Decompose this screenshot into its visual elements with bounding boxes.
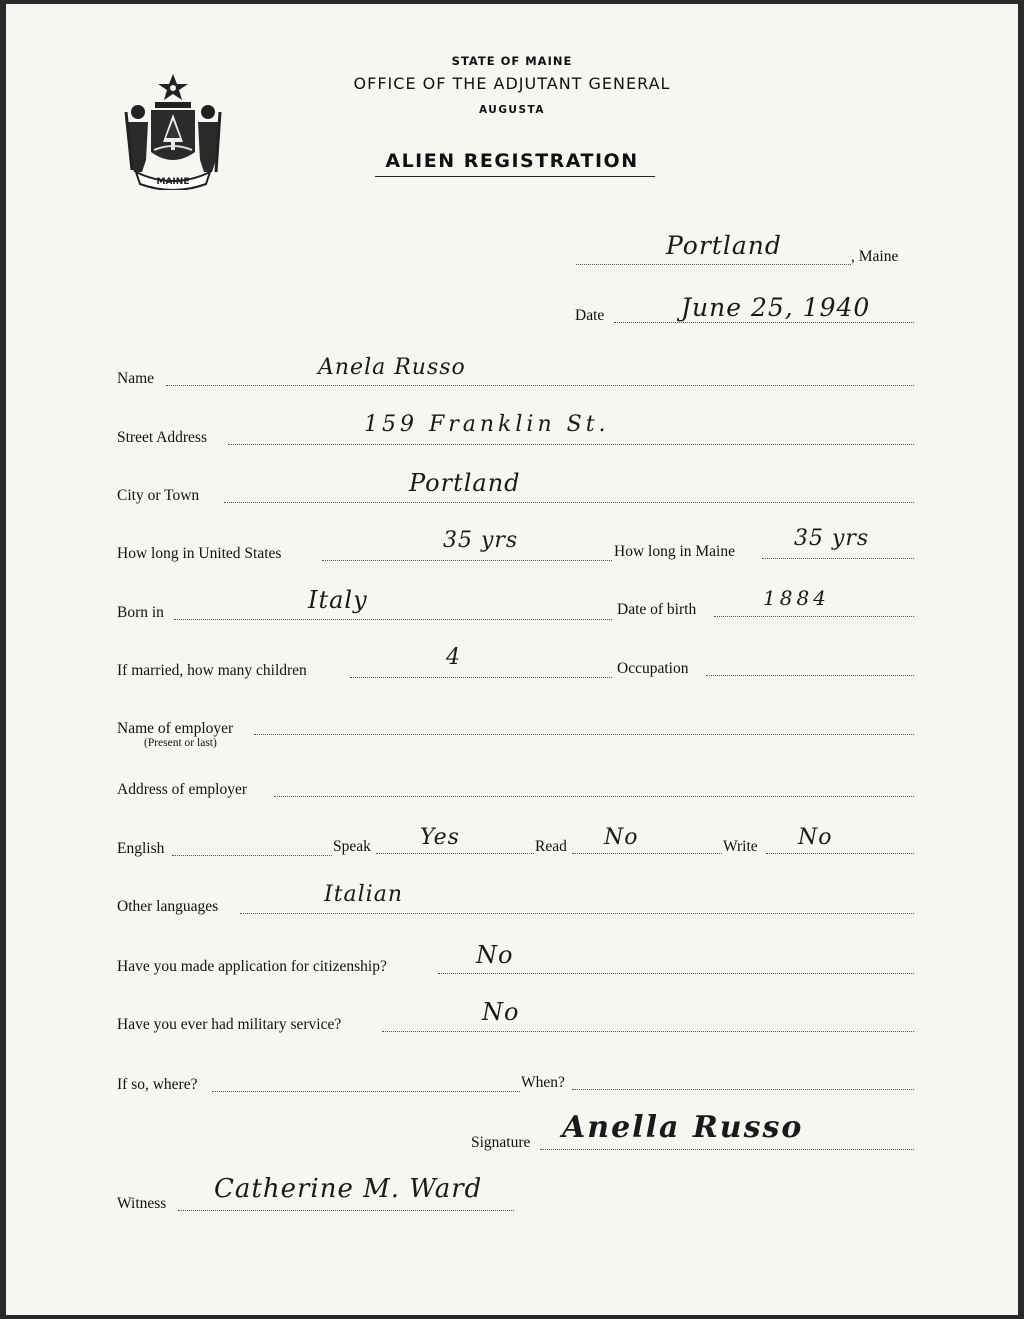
write-label: Write: [723, 838, 758, 855]
us-duration-value: 35 yrs: [443, 528, 519, 553]
children-dotted-line: [350, 677, 612, 678]
office-heading: OFFICE OF THE ADJUTANT GENERAL: [353, 74, 671, 93]
occupation-dotted-line: [706, 675, 914, 676]
form-title: ALIEN REGISTRATION: [385, 150, 639, 172]
military-dotted-line: [382, 1031, 914, 1032]
other-languages-dotted-line: [240, 913, 914, 914]
us-duration-dotted-line: [322, 560, 612, 561]
military-value: No: [482, 998, 520, 1026]
speak-dotted-line: [376, 853, 534, 854]
place-dotted-line: [576, 264, 851, 265]
other-languages-label: Other languages: [117, 898, 219, 915]
speak-label: Speak: [333, 838, 371, 855]
citizenship-dotted-line: [438, 973, 914, 974]
maine-duration-label: How long in Maine: [614, 543, 735, 560]
date-label: Date: [575, 307, 605, 324]
street-label: Street Address: [117, 429, 207, 446]
employer-dotted-line: [254, 734, 914, 735]
read-label: Read: [535, 838, 567, 855]
maine-duration-value: 35 yrs: [794, 526, 870, 551]
name-dotted-line: [166, 385, 914, 386]
city-heading: AUGUSTA: [478, 104, 545, 116]
witness-label: Witness: [117, 1195, 167, 1212]
military-label: Have you ever had military service?: [117, 1016, 342, 1033]
street-value: 159 Franklin St.: [364, 412, 610, 437]
where-dotted-line: [212, 1091, 520, 1092]
employer-label: Name of employer: [117, 720, 234, 737]
english-label: English: [117, 840, 165, 857]
dob-label: Date of birth: [617, 601, 697, 618]
witness-value: Catherine M. Ward: [214, 1174, 483, 1204]
citizenship-label: Have you made application for citizenship?: [117, 958, 387, 975]
dob-value: 1884: [763, 586, 830, 610]
born-in-label: Born in: [117, 604, 164, 621]
signature-value: Anella Russo: [562, 1110, 804, 1145]
signature-dotted-line: [540, 1149, 914, 1150]
witness-dotted-line: [178, 1210, 514, 1211]
when-dotted-line: [572, 1089, 914, 1090]
us-duration-label: How long in United States: [117, 545, 282, 562]
maine-duration-dotted-line: [762, 558, 914, 559]
city-label: City or Town: [117, 487, 200, 504]
employer-note: (Present or last): [144, 737, 217, 749]
write-dotted-line: [766, 853, 914, 854]
city-dotted-line: [224, 502, 914, 503]
speak-value: Yes: [420, 825, 460, 850]
citizenship-value: No: [476, 941, 514, 969]
svg-text:MAINE: MAINE: [156, 177, 190, 187]
name-value: Anela Russo: [318, 355, 466, 380]
employer-address-dotted-line: [274, 796, 914, 797]
english-dotted-line: [172, 855, 332, 856]
dob-dotted-line: [714, 616, 914, 617]
signature-label: Signature: [471, 1134, 531, 1151]
name-label: Name: [117, 370, 155, 387]
read-dotted-line: [572, 853, 722, 854]
write-value: No: [798, 825, 833, 850]
occupation-label: Occupation: [617, 660, 689, 677]
registration-form: [6, 4, 1018, 1315]
read-value: No: [604, 825, 639, 850]
children-label: If married, how many children: [117, 662, 307, 679]
place-value: Portland: [666, 231, 782, 260]
born-in-value: Italy: [308, 586, 368, 614]
place-suffix-label: , Maine: [851, 248, 899, 265]
where-label: If so, where?: [117, 1076, 198, 1093]
when-label: When?: [521, 1074, 565, 1091]
title-underline: [375, 176, 655, 177]
born-in-dotted-line: [174, 619, 612, 620]
date-value: June 25, 1940: [681, 293, 871, 322]
children-value: 4: [446, 645, 461, 670]
date-dotted-line: [614, 322, 914, 323]
city-value: Portland: [409, 469, 521, 497]
street-dotted-line: [228, 444, 914, 445]
employer-address-label: Address of employer: [117, 781, 247, 798]
state-heading: STATE OF MAINE: [451, 54, 573, 68]
other-languages-value: Italian: [324, 882, 404, 907]
